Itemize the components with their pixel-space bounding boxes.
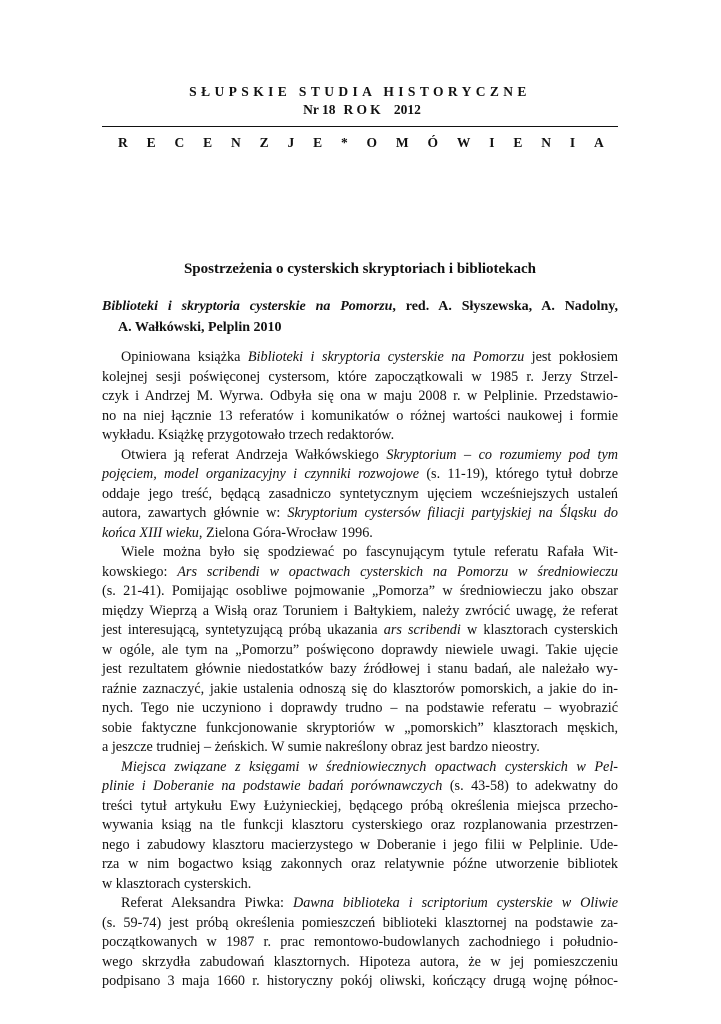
section-letter: Z <box>259 135 269 150</box>
text-line <box>102 758 618 778</box>
text-line <box>102 485 618 505</box>
text-line <box>102 816 618 836</box>
italic-title-text: ars scribendi <box>383 622 461 638</box>
body-text: no na niej łącznie 13 referatów i komunikatów o różnej wartości naukowej i formie <box>102 407 618 424</box>
body-text: (s. 21-41). Pomijając osobliwe pojmowanie „Pomorza” w średniowieczu jako obszar <box>102 583 618 599</box>
italic-title-text: Miejsca związane z księgami w średniowiecznych opactwach cysterskich w Pel- <box>121 758 618 775</box>
review-title: Spostrzeżenia o cysterskich skryptoriach i bibliotekach <box>183 261 537 277</box>
text-line <box>102 855 618 875</box>
body-text: , Zielona Góra-Wrocław 1996. <box>198 524 373 541</box>
body-text: czyk i Andrzej M. Wyrwa. Odbyła się ona w maju 2008 r. w Pelplinie. Przedstawio- <box>102 388 618 404</box>
section-letter: R <box>118 135 128 150</box>
body-text: kolejnej sesji poświęconej cystersom, które zapoczątkowali w 1985 r. Jerzy Strzel- <box>102 368 618 385</box>
text-line <box>102 543 618 563</box>
body-text: jest rezultatem głównie niedostatków bazy źródłowej i stanu badań, ale należało wy- <box>102 661 618 677</box>
italic-title-text: Biblioteki i skryptoria cysterskie na Pomorzu <box>247 349 525 365</box>
text-line <box>102 933 618 953</box>
body-text: w ogóle, ale tym na „Pomorzu” poświęcono doprawdy niewiele uwagi. Takie ujęcie <box>102 641 618 658</box>
section-letter: N <box>230 135 241 150</box>
text-line <box>102 524 618 544</box>
section-letter: E <box>513 135 523 150</box>
text-line <box>102 972 618 992</box>
text-line <box>102 446 618 466</box>
body-text: jest pokłosiem <box>524 349 618 365</box>
body-text: podpisano 3 maja 1660 r. historyczny pokój oliwski, kończący drugą wojnę północ- <box>102 973 618 989</box>
body-text: w klasztorach cysterskich. <box>102 875 252 892</box>
book-title: Biblioteki i skryptoria cysterskie na Pomorzu <box>102 299 393 314</box>
section-heading <box>118 135 604 151</box>
body-text: Otwiera ją referat Andrzeja Wałkówskiego <box>121 446 387 463</box>
body-text: między Wieprzą a Wisłą oraz Toruniem i Bałtykiem, należy zwrócić uwagę, że referat <box>102 602 618 619</box>
text-line <box>102 836 618 856</box>
section-letter: * <box>340 135 348 150</box>
section-letter: W <box>456 135 471 150</box>
body-text: w klasztorach cysterskich <box>460 622 619 638</box>
section-letter: I <box>569 135 576 150</box>
body-text: wywania ksiąg na tle funkcji klasztoru cysterskiego oraz rozplanowania przestrzen- <box>102 817 618 833</box>
body-text: Wiele można było się spodziewać po fascynującym tytule referatu Rafała Wit- <box>121 544 618 560</box>
body-text: a jeszcze trudniej – żeńskich. W sumie nakreślony obraz jest bardzo nieostry. <box>102 739 540 755</box>
text-line <box>102 680 618 700</box>
text-line <box>102 914 618 934</box>
body-text: nego i zabudowy klasztoru macierzystego w Doberanie i jego filii w Pelplinie. Ude- <box>102 836 618 853</box>
body-text: początkowanych w 1987 r. prac remontowo-budowlanych zachodniego i południo- <box>102 934 618 950</box>
body-text: wego skrzydła zabudowań klasztornych. Hipoteza autora, że w jej pomieszczeniu <box>102 953 618 970</box>
body-text: autora, zawartych głównie w: <box>102 505 288 521</box>
body-text: raźnie zaznaczyć, jakie ustalenia odnoszą się do klasztorów pomorskich, a jakie do in- <box>102 680 618 697</box>
review-body <box>102 348 618 992</box>
text-line <box>102 582 618 602</box>
text-line <box>102 387 618 407</box>
italic-title-text: Skryptorium – co rozumiemy pod tym <box>386 446 619 463</box>
body-text: (s. 43-58) to adekwatny do <box>442 778 618 794</box>
section-letter: E <box>146 135 156 150</box>
italic-title-text: Ars scribendi w opactwach cysterskich na Pomorzu w średniowieczu <box>177 563 618 580</box>
text-line <box>102 797 618 817</box>
italic-title-text: Skryptorium cystersów filiacji partyjskiej na Śląsku do <box>287 505 618 521</box>
italic-title-text: końca XIII wieku <box>102 524 199 541</box>
section-letter: N <box>541 135 552 150</box>
text-line <box>102 699 618 719</box>
issue-line <box>102 102 618 118</box>
section-letter: A <box>594 135 604 150</box>
issue-rok: ROK <box>343 102 384 117</box>
text-line <box>102 465 618 485</box>
text-line <box>102 407 618 427</box>
section-letter: O <box>366 135 378 150</box>
text-line <box>102 875 618 895</box>
body-text: Opiniowana książka <box>121 349 248 365</box>
body-text: jest interesującą, syntetyzującą próbą ukazania <box>102 622 384 638</box>
text-line <box>102 426 618 446</box>
bibliographic-reference <box>102 296 618 338</box>
section-letter: I <box>489 135 495 150</box>
text-line <box>102 621 618 641</box>
body-text: oddaje jego treść, będącą zasadniczo syntetycznym ujęciem wcześniejszych ustaleń <box>102 485 618 502</box>
body-text: sobie faktyczne funkcjonowanie skryptoriów w „pomorskich” klasztorach męskich, <box>102 719 618 736</box>
journal-title: SŁUPSKIE STUDIA HISTORYCZNE <box>189 84 531 99</box>
header-divider <box>102 126 618 127</box>
text-line <box>102 348 618 368</box>
italic-title-text: pojęciem, model organizacyjny i czynniki rozwojowe <box>102 466 420 482</box>
section-letter: E <box>203 135 213 150</box>
body-text: rza w nim bogactwo ksiąg zakonnych oraz relatywnie późne utworzenie bibliotek <box>102 856 618 872</box>
text-line <box>102 602 618 622</box>
text-line <box>102 641 618 661</box>
text-line <box>102 368 618 388</box>
bib-editors: , red. A. Słyszewska, A. Nadolny, <box>392 299 618 314</box>
body-text: Referat Aleksandra Piwka: <box>121 895 293 911</box>
section-letter: E <box>313 135 323 150</box>
issue-year: 2012 <box>393 102 421 117</box>
section-letter: M <box>395 135 409 150</box>
body-text: nych. Tego nie uczyniono i doprawdy trudno – na podstawie referatu – wyobrazić <box>102 700 618 716</box>
body-text: (s. 11-19), którego tytuł dobrze <box>419 466 619 482</box>
bib-line-1 <box>102 296 618 317</box>
text-line <box>102 894 618 914</box>
body-text: kowskiego: <box>102 563 178 580</box>
issue-number: Nr 18 <box>303 102 336 117</box>
italic-title-text: plinie i Doberanie na podstawie badań porównawczych <box>102 778 443 794</box>
section-letter: C <box>174 135 185 150</box>
text-line <box>102 719 618 739</box>
section-letter: J <box>287 135 295 150</box>
text-line <box>102 738 618 758</box>
text-line <box>102 953 618 973</box>
text-line <box>102 504 618 524</box>
italic-title-text: Dawna biblioteka i scriptorium cysterskie w Oliwie <box>292 895 618 911</box>
body-text: wykładu. Książkę przygotowało trzech redaktorów. <box>102 427 395 443</box>
section-letter: Ó <box>427 135 439 150</box>
bib-line-2: A. Wałkówski, Pelplin 2010 <box>118 320 282 335</box>
text-line <box>102 660 618 680</box>
body-text: treści tytuł artykułu Ewy Łużynieckiej, będącego próbą określenia miejsca przecho- <box>102 797 618 814</box>
text-line <box>102 777 618 797</box>
text-line <box>102 563 618 583</box>
body-text: (s. 59-74) jest próbą określenia pomieszczeń biblioteki klasztornej na podstawie za- <box>102 914 618 931</box>
